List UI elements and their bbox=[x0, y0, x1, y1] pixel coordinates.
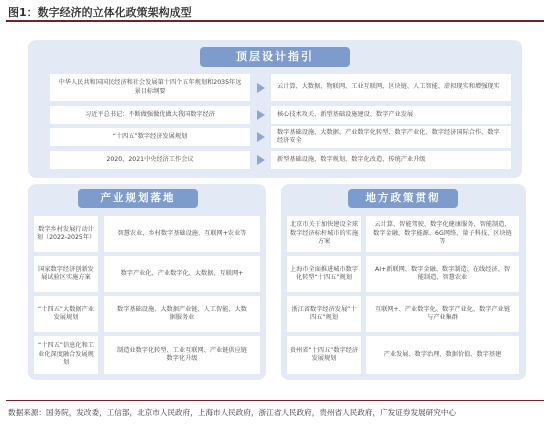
industry-row-2-label-text: 国家数字经济创新发展试验区实施方案 bbox=[38, 265, 94, 281]
industry-row-1-content bbox=[104, 216, 260, 252]
local-row-4-label-text: 贵州省“十四五”数字经济发展规划 bbox=[289, 346, 359, 362]
top-row-1-right bbox=[271, 74, 511, 101]
local-row-4-content-text: 产业发展、数字治理、数据价值、数字基建 bbox=[383, 350, 502, 358]
local-row-1-label bbox=[287, 216, 361, 252]
top-rule bbox=[6, 20, 544, 22]
industry-row-1-content-text: 智慧农业、乡村数字基础设施、互联网+农业等 bbox=[117, 229, 247, 237]
local-row-4-label bbox=[287, 336, 361, 374]
industry-row-3-label bbox=[34, 296, 98, 332]
top-row-2-right-text: 核心技术攻关、新型基础设施建设、数字产业发展 bbox=[277, 110, 414, 118]
local-row-3-label-text: 浙江省数字经济发展“十四五”规划 bbox=[291, 305, 357, 321]
top-row-2-left-text: 习近平总书记：不断做强做优做大我国数字经济 bbox=[85, 110, 215, 118]
arrow-right-icon bbox=[257, 155, 265, 165]
bottom-rule bbox=[6, 400, 544, 401]
top-row-2-right bbox=[271, 106, 511, 124]
top-row-2-left bbox=[50, 106, 250, 124]
industry-banner: 产业规划落地 bbox=[78, 189, 198, 208]
industry-row-1-label bbox=[34, 216, 98, 252]
top-row-1-right-text: 云计算、大数据、物联网、工业互联网、区块链、人工智能、虚拟现实和增强现实 bbox=[277, 83, 500, 91]
industry-row-4-label-text: “十四五”信息化和工业化深度融合发展规划 bbox=[38, 342, 94, 367]
industry-row-3-content-text: 数字基础设施、大数据产业链、人工智能、大数据服务业 bbox=[117, 305, 247, 321]
local-row-3-label bbox=[287, 296, 361, 332]
arrow-right-icon bbox=[257, 132, 265, 142]
local-row-2-label bbox=[287, 256, 361, 292]
figure-title: 图1：数字经济的立体化政策架构成型 bbox=[8, 6, 192, 19]
top-row-3-left bbox=[50, 128, 250, 146]
industry-row-2-content-text: 数字产业化、产业数字化、大数据、互联网+ bbox=[120, 269, 244, 277]
industry-row-3-label-text: “十四五”大数据产业发展规划 bbox=[38, 305, 94, 321]
local-row-4-content bbox=[366, 336, 519, 374]
top-row-3-right bbox=[271, 126, 511, 148]
industry-row-2-label bbox=[34, 256, 98, 292]
industry-row-3-content bbox=[104, 296, 260, 332]
top-row-3-left-text: “十四五”数字经济发展规划 bbox=[112, 132, 188, 140]
top-row-1-left bbox=[50, 74, 250, 101]
local-row-3-content-text: 互联网+、产业数字化、数字产业化、数字产业链与产业集群 bbox=[374, 305, 511, 321]
arrow-right-icon bbox=[257, 83, 265, 93]
top-row-1-left-text: 中华人民共和国国民经济和社会发展第十四个五年规划和2035年远景目标纲要 bbox=[58, 79, 242, 95]
local-row-2-label-text: 上海市全面推进城市数字化转型“十四五”规划 bbox=[289, 265, 359, 281]
industry-row-1-label-text: 数字乡村发展行动计划（2022-2025年） bbox=[36, 225, 96, 241]
top-row-4-right bbox=[271, 151, 511, 169]
local-row-3-content bbox=[366, 296, 519, 332]
top-row-4-left-text: 2020、2021中央经济工作会议 bbox=[106, 155, 194, 163]
local-row-2-content-text: AI+新联网、数字金融、数字制造、在线经济、智能制造、智慧农业 bbox=[375, 265, 510, 281]
local-row-2-content bbox=[366, 256, 519, 292]
top-row-3-right-text: 数字基础设施、大数据、产业数字化转型、数字产业化、数字经济国际合作、数字经济安全 bbox=[277, 128, 500, 144]
local-policy-banner: 地方政策贯彻 bbox=[348, 189, 458, 208]
industry-row-4-content-text: 制造业数字化转型、工业互联网、产业链供应链数字化升级 bbox=[117, 346, 247, 362]
data-source-note: 数据来源：国务院，发改委，工信部，北京市人民政府，上海市人民政府，浙江省人民政府，贵州省人民政府，广发证券发展研究中心 bbox=[8, 408, 457, 417]
top-row-4-right-text: 新型基础设施、数字规划、数字化改造、传统产业升级 bbox=[277, 155, 426, 163]
arrow-right-icon bbox=[257, 110, 265, 120]
local-row-1-label-text: 北京市关于加快建设全球数字经济标杆城市的实施方案 bbox=[289, 221, 359, 246]
top-row-4-left bbox=[50, 151, 250, 169]
industry-row-4-content bbox=[104, 336, 260, 374]
top-design-banner: 顶层设计指引 bbox=[200, 47, 350, 67]
local-row-1-content bbox=[366, 216, 519, 252]
industry-row-4-label bbox=[34, 336, 98, 374]
industry-row-2-content bbox=[104, 256, 260, 292]
local-row-1-content-text: 云计算、智能驾驶、数字化健康服务、智能制造、数字金融、数字能源、6G网络、量子科技、区块链等 bbox=[373, 221, 512, 246]
